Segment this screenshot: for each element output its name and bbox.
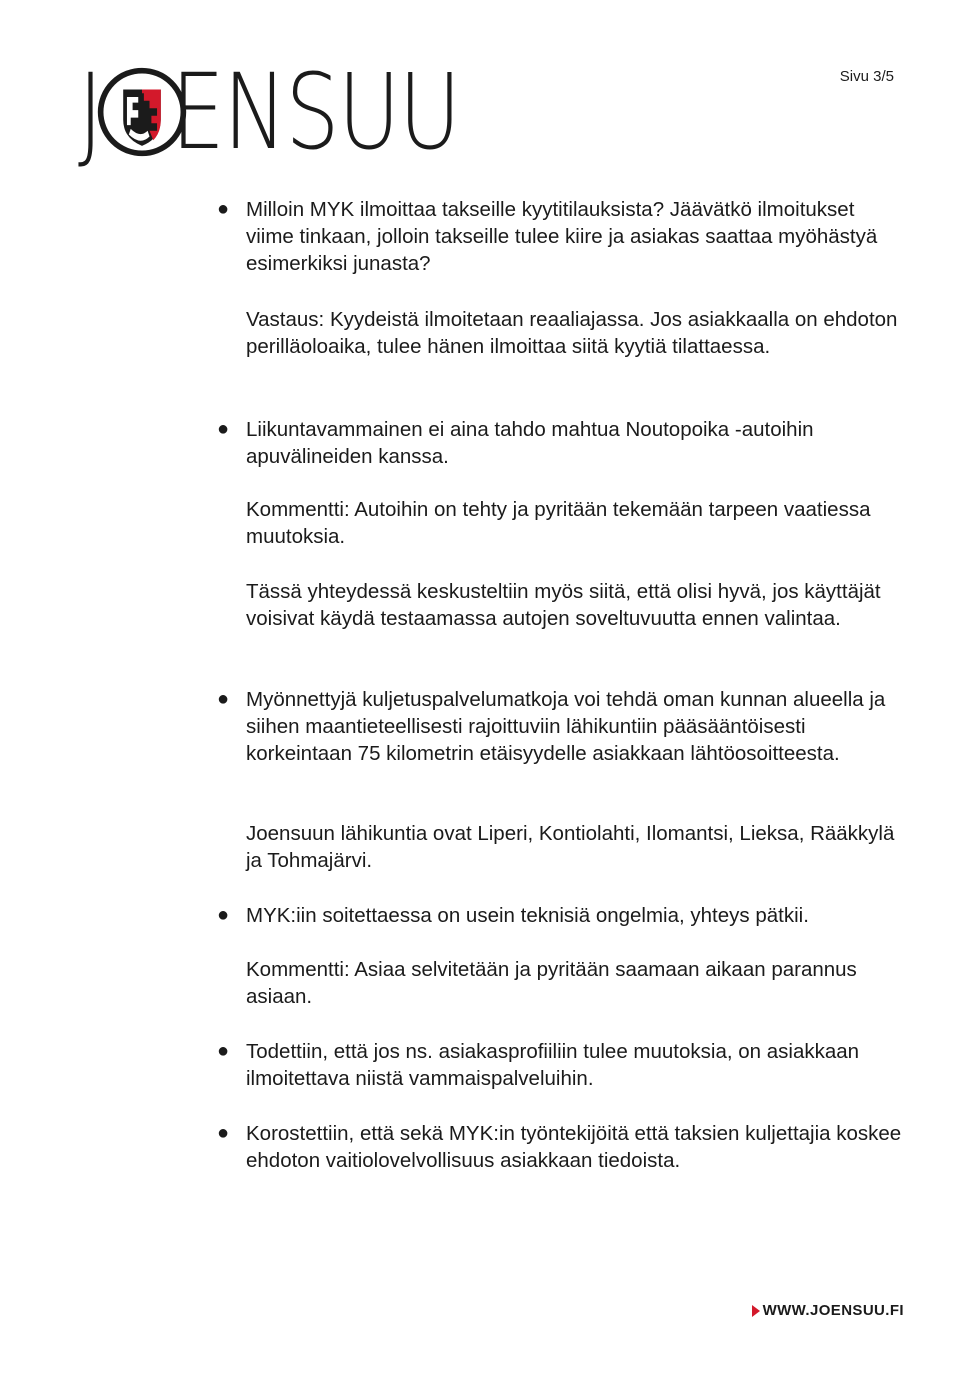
list-item [216,1120,906,1174]
logo-letter-j: J [78,51,102,173]
list-item [216,196,906,277]
bullet-icon: ● [216,1040,230,1062]
paragraph-text: Milloin MYK ilmoittaa takseille kyytitilauksista? Jäävätkö ilmoitukset viime tinkaan, jolloin takseille tulee kiire ja asiakas saattaa myöhästyä esimerkiksi junasta? [246,198,878,275]
paragraph-text: Liikuntavammainen ei aina tahdo mahtua Noutopoika -autoihin apuvälineiden kanssa. [246,418,814,468]
footer-url-text: WWW.JOENSUU.FI [762,1302,904,1319]
paragraph [246,956,906,1010]
footer-website-link[interactable] [752,1302,904,1319]
paragraph [246,820,906,874]
paragraph-text: Korostettiin, että sekä MYK:in työntekijöitä että taksien kuljettajia koskee ehdoton vaitiolovelvollisuus asiakkaan tiedoista. [246,1122,902,1172]
paragraph-text: Myönnettyjä kuljetuspalvelumatkoja voi tehdä oman kunnan alueella ja siihen maantieteellisesti rajoittuviin lähikuntiin pääsääntöisesti korkeintaan 75 kilometrin etäisyydelle asiakkaan lähtöosoitteesta. [246,688,886,765]
bullet-icon: ● [216,198,230,220]
paragraph-text: Joensuun lähikuntia ovat Liperi, Kontiolahti, Ilomantsi, Lieksa, Rääkkylä ja Tohmajärvi. [246,822,895,872]
bullet-icon: ● [216,418,230,440]
paragraph-text: Todettiin, että jos ns. asiakasprofiiliin tulee muutoksia, on asiakkaan ilmoitettava niistä vammaispalveluihin. [246,1040,860,1090]
list-item [216,902,906,929]
list-item [216,416,906,470]
joensuu-logo [78,51,522,173]
paragraph-text: Kommentti: Asiaa selvitetään ja pyritään saamaan aikaan parannus asiaan. [246,958,857,1008]
bullet-icon: ● [216,904,230,926]
arrow-right-icon [752,1305,760,1317]
paragraph-text: Tässä yhteydessä keskusteltiin myös siitä, että olisi hyvä, jos käyttäjät voisivat käydä testaamassa autojen soveltuvuutta ennen valintaa. [246,580,881,630]
list-item [216,1038,906,1092]
paragraph [246,496,906,550]
list-item [216,686,906,767]
paragraph-text: MYK:iin soitettaessa on usein teknisiä ongelmia, yhteys pätkii. [246,904,809,927]
page-number: Sivu 3/5 [839,68,894,85]
paragraph [246,578,906,632]
logo-letters-ensuu: ENSUU [170,51,460,173]
paragraph-text: Vastaus: Kyydeistä ilmoitetaan reaaliajassa. Jos asiakkaalla on ehdoton perilläoloaika, tulee hänen ilmoittaa siitä kyytiä tilattaessa. [246,308,898,358]
bullet-icon: ● [216,688,230,710]
paragraph [246,306,906,360]
paragraph-text: Kommentti: Autoihin on tehty ja pyritään tekemään tarpeen vaatiessa muutoksia. [246,498,871,548]
bullet-icon: ● [216,1122,230,1144]
